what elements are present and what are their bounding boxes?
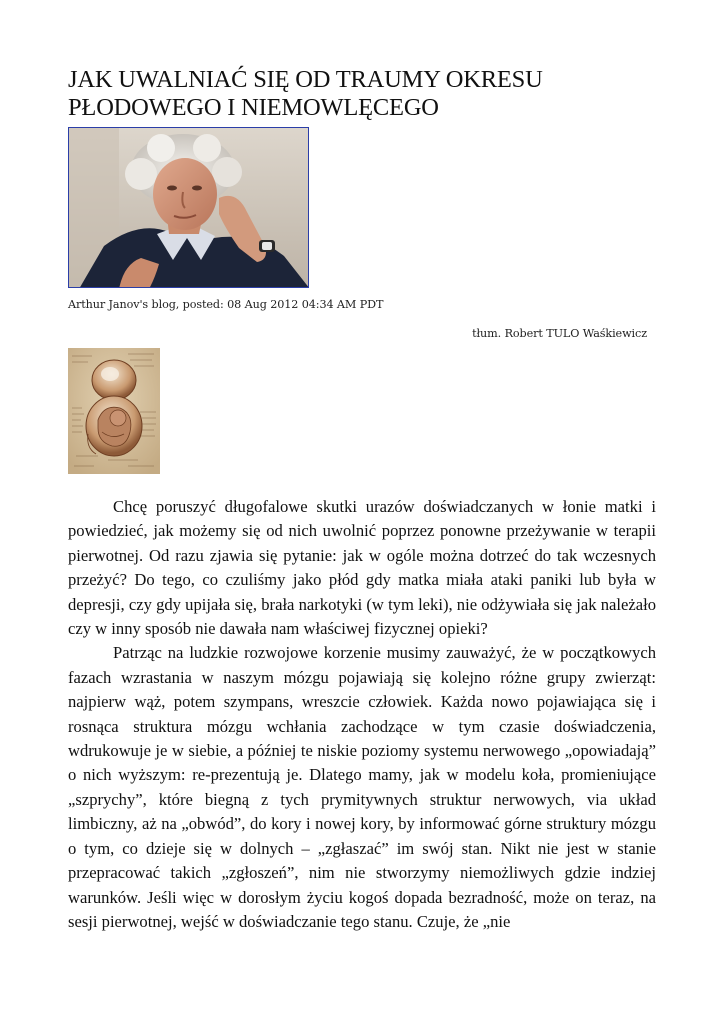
author-portrait-image (68, 127, 309, 288)
translator-credit: tłum. Robert TULO Waśkiewicz (472, 327, 647, 340)
page-title (68, 66, 668, 122)
title-line-2: PŁODOWEGO I NIEMOWLĘCEGO (68, 94, 439, 121)
paragraph-1: Chcę poruszyć długofalowe skutki urazów doświadczanych w łonie matki i powiedzieć, jak możemy się od nich uwolnić poprzez ponowne przeżywanie w terapii pierwotnej. Od razu zjawia się pytanie: jak w ogóle można dotrzeć do tak wczesnych przeżyć? Do tego, co czuliśmy jako płód gdy matka miała ataki paniki lub była w depresji, czy gdy upijała się, brała narkotyki (w tym leki), nie odżywiała się jak należało czy w inny sposób nie dawała nam właściwej fizycznej opieki? (68, 497, 656, 639)
article-body (68, 495, 656, 934)
title-line-1: JAK UWALNIAĆ SIĘ OD TRAUMY OKRESU (68, 66, 543, 93)
paragraph-2: Patrząc na ludzkie rozwojowe korzenie musimy zauważyć, że w początkowych fazach wzrastania w naszym mózgu pojawiają się kolejno różne grupy zwierząt: najpierw wąż, potem szympans, wreszcie człowiek. Każda nowo pojawiająca się i rosnąca struktura mózgu wchłania zachodzące w tym czasie doświadczenia, wdrukowuje je w siebie, a później te niskie poziomy systemu nerwowego „opowiadają” o nich wyższym: re-prezentują je. Dlatego mamy, jak w modelu koła, promieniujące „szprychy”, które biegną z tych prymitywnych struktur nerwowych, via układ limbiczny, aż na „obwód”, do kory i nowej kory, by informować górne struktury mózgu o tym, co dzieje się w dolnych – „zgłaszać” im swój stan. Nikt nie jest w stanie przepracować takich „zgłoszeń”, nim nie stworzymy niemożliwych gdzie indziej warunków. Jeśli więc w dorosłym życiu kogoś dopada bezradność, może on teraz, na sesji pierwotnej, wejść w doświadczanie tego stanu. Czuje, że „nie (68, 643, 656, 931)
fetus-drawing-image (68, 348, 160, 474)
article-byline: Arthur Janov's blog, posted: 08 Aug 2012 04:34 AM PDT (68, 298, 384, 311)
